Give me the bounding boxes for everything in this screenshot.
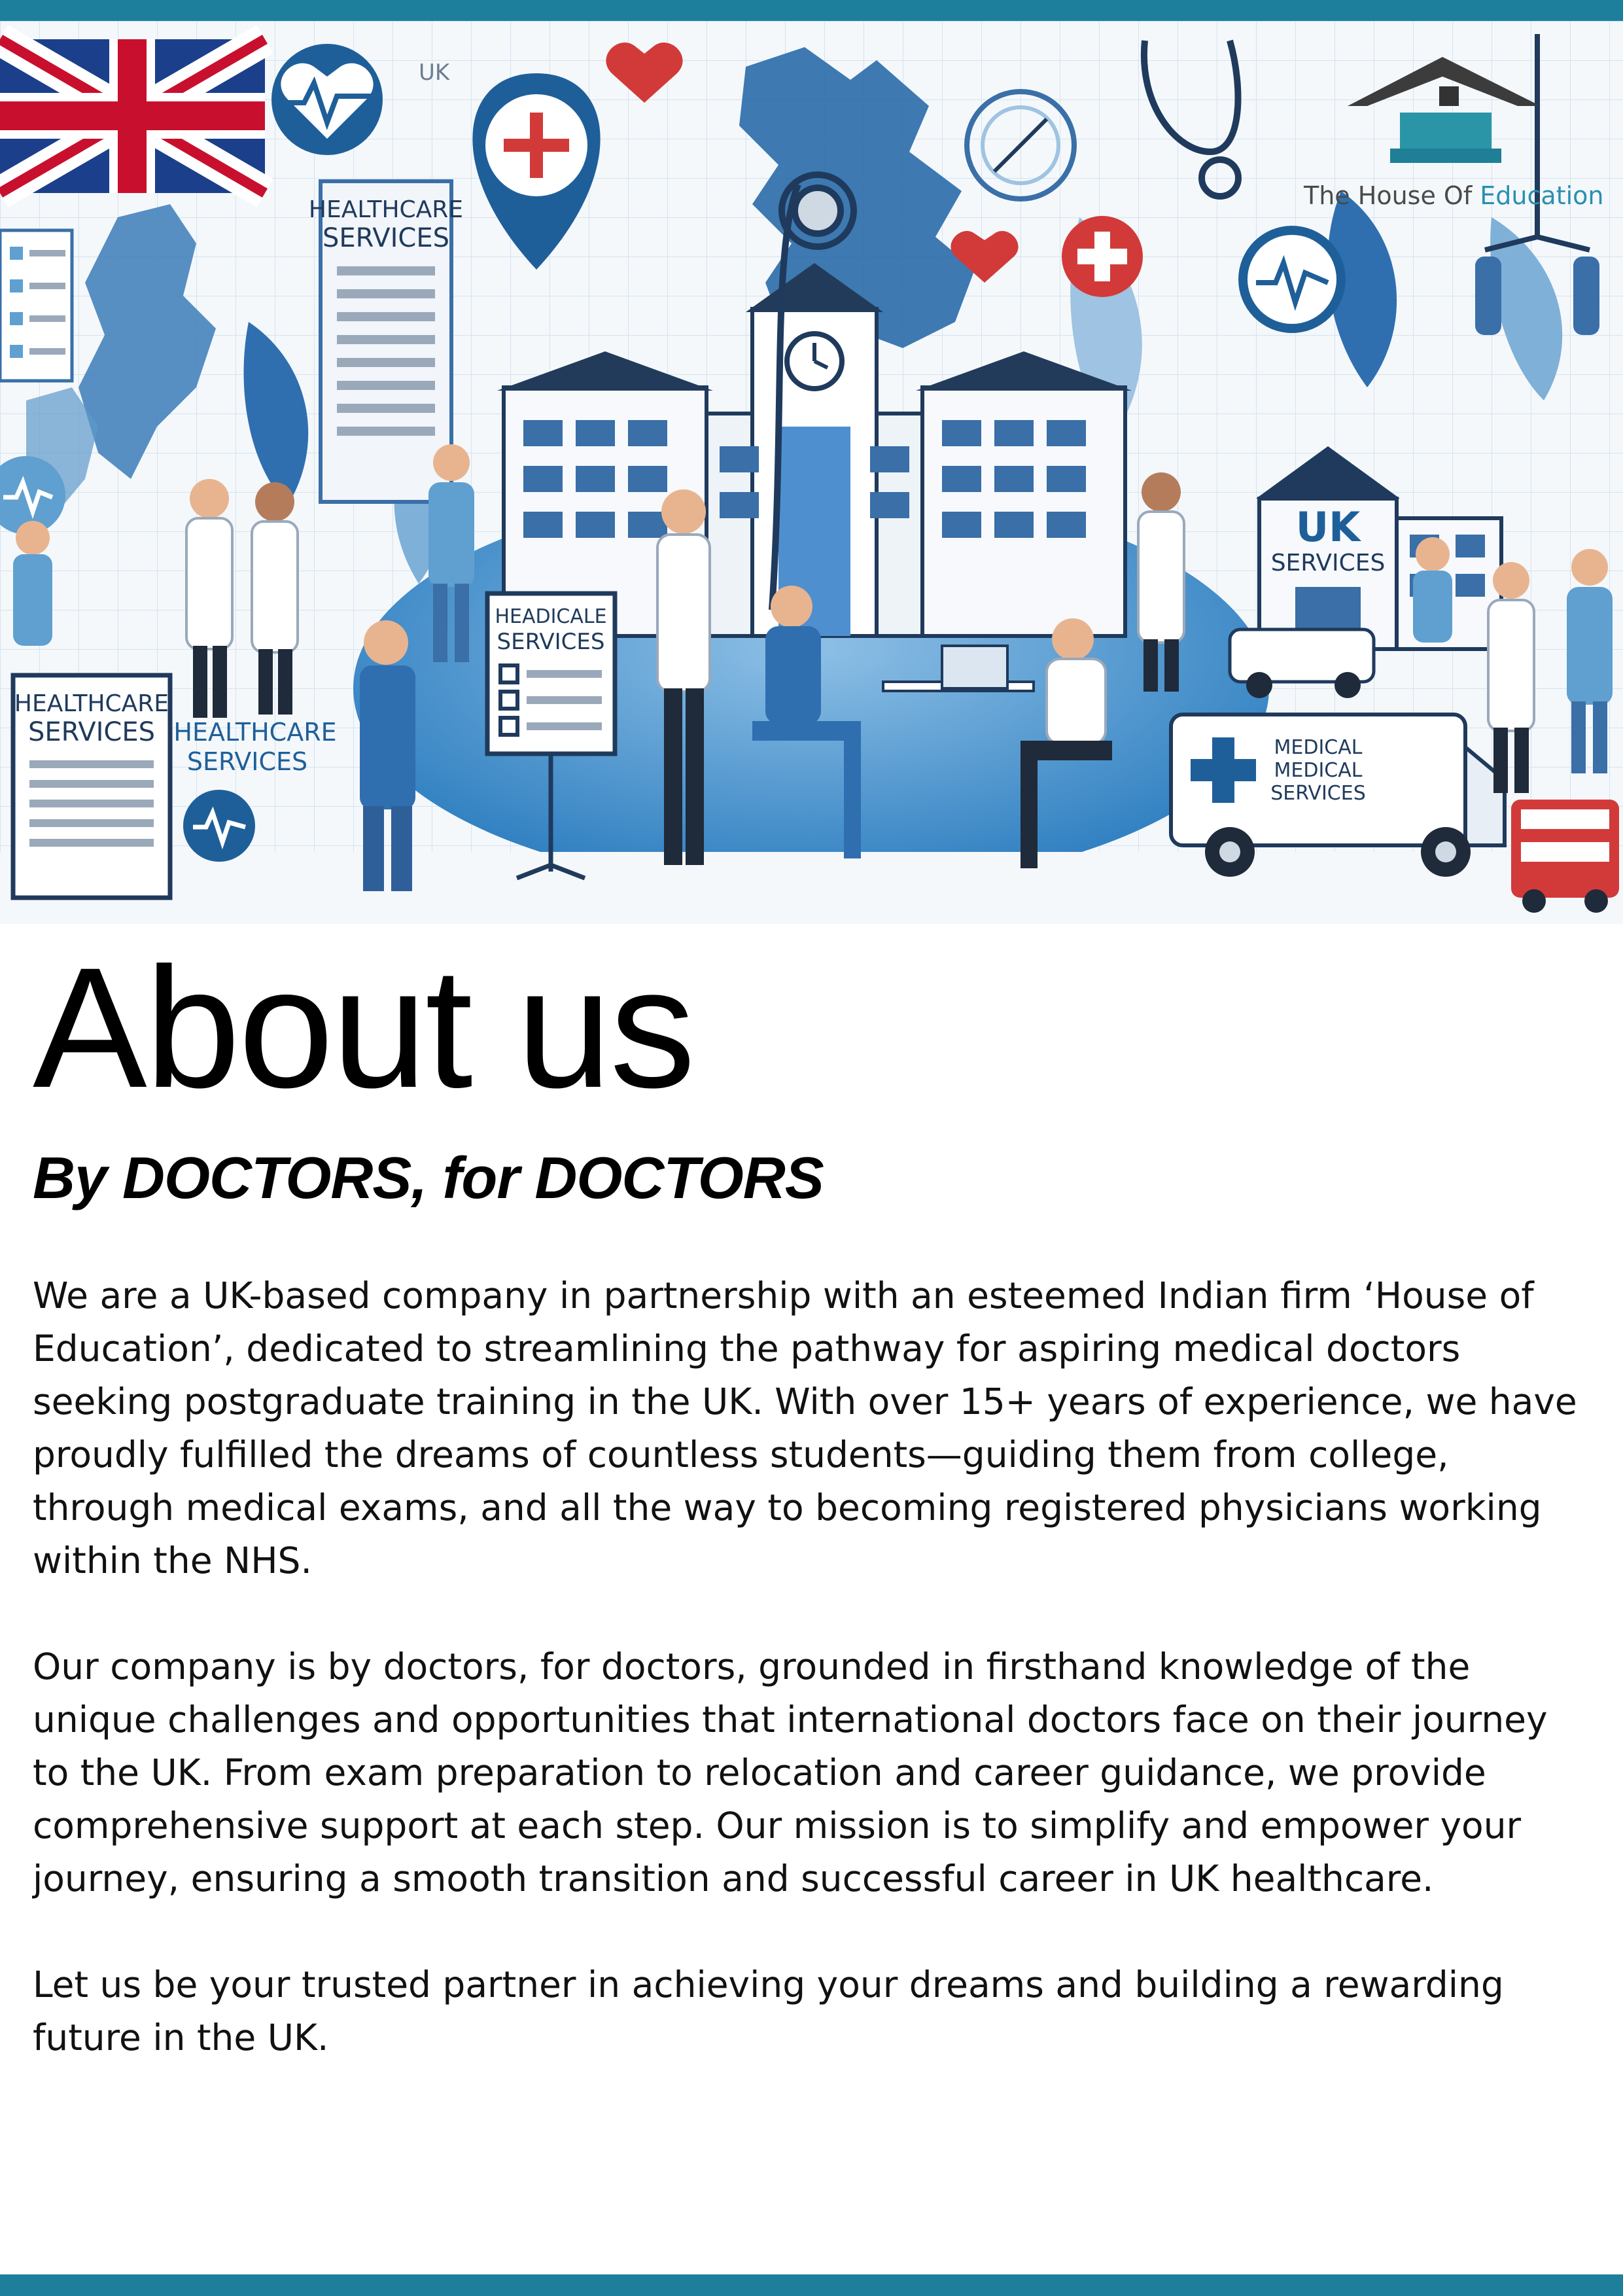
svg-text:HEADICALE: HEADICALE xyxy=(495,605,607,628)
svg-text:MEDICAL: MEDICAL xyxy=(1274,736,1363,759)
uk-flag-icon xyxy=(0,39,265,193)
about-paragraph-3: Let us be your trusted partner in achieving your dreams and building a rewarding future in the UK. xyxy=(33,1964,1504,2058)
svg-text:MEDICAL: MEDICAL xyxy=(1274,759,1363,782)
svg-text:SERVICES: SERVICES xyxy=(27,717,156,747)
page-title: About us xyxy=(33,932,694,1123)
page-subtitle: By DOCTORS, for DOCTORS xyxy=(33,1146,824,1211)
bottom-accent-bar xyxy=(0,2274,1623,2296)
heart-icon xyxy=(271,44,383,155)
svg-text:SERVICES: SERVICES xyxy=(1270,782,1366,805)
about-body xyxy=(33,1269,1590,2117)
gauge-icon xyxy=(967,92,1074,199)
healthcare-services-clipboard xyxy=(13,675,170,898)
top-accent-bar xyxy=(0,0,1623,21)
checklist-icon xyxy=(0,230,72,381)
svg-text:UK: UK xyxy=(1295,503,1361,551)
about-paragraph-2: Our company is by doctors, for doctors, grounded in firsthand knowledge of the unique challenges and opportunities that international doctors face on their journey to the UK. From exam preparation to relocation and career guidance, we provide comprehensive support at each step. Our mission is to simplify and empower your journey, ensuring a smooth transition and successful career in UK healthcare. xyxy=(33,1646,1548,1899)
red-bus-icon xyxy=(1511,800,1619,913)
svg-text:SERVICES: SERVICES xyxy=(1270,550,1386,576)
svg-text:HEALTHCARE: HEALTHCARE xyxy=(308,196,464,223)
healthcare-services-caption: HEALTHCARE xyxy=(173,718,337,747)
heartbeat-icon xyxy=(183,790,255,862)
uk-small-text: UK xyxy=(419,60,450,86)
healthcare-services-caption-2: SERVICES xyxy=(186,747,308,776)
red-cross-icon xyxy=(1062,216,1143,297)
svg-text:SERVICES: SERVICES xyxy=(497,629,605,655)
svg-text:HEALTHCARE: HEALTHCARE xyxy=(14,690,169,717)
about-paragraph-1: We are a UK-based company in partnership with an esteemed Indian firm ‘House of Education’, dedicated to streamlining the pathway for aspiring medical doctors seeking postgraduate training in the UK. With over 15+ years of experience, we have proudly fulfilled the dreams of countless students—guiding them from college, through medical exams, and all the way to becoming registered physicians working within the NHS. xyxy=(33,1275,1577,1581)
hero-illustration xyxy=(0,21,1623,924)
svg-text:SERVICES: SERVICES xyxy=(322,223,450,253)
heartbeat-icon xyxy=(1238,226,1346,333)
svg-text:The House Of Education: The House Of Education xyxy=(1304,181,1604,210)
